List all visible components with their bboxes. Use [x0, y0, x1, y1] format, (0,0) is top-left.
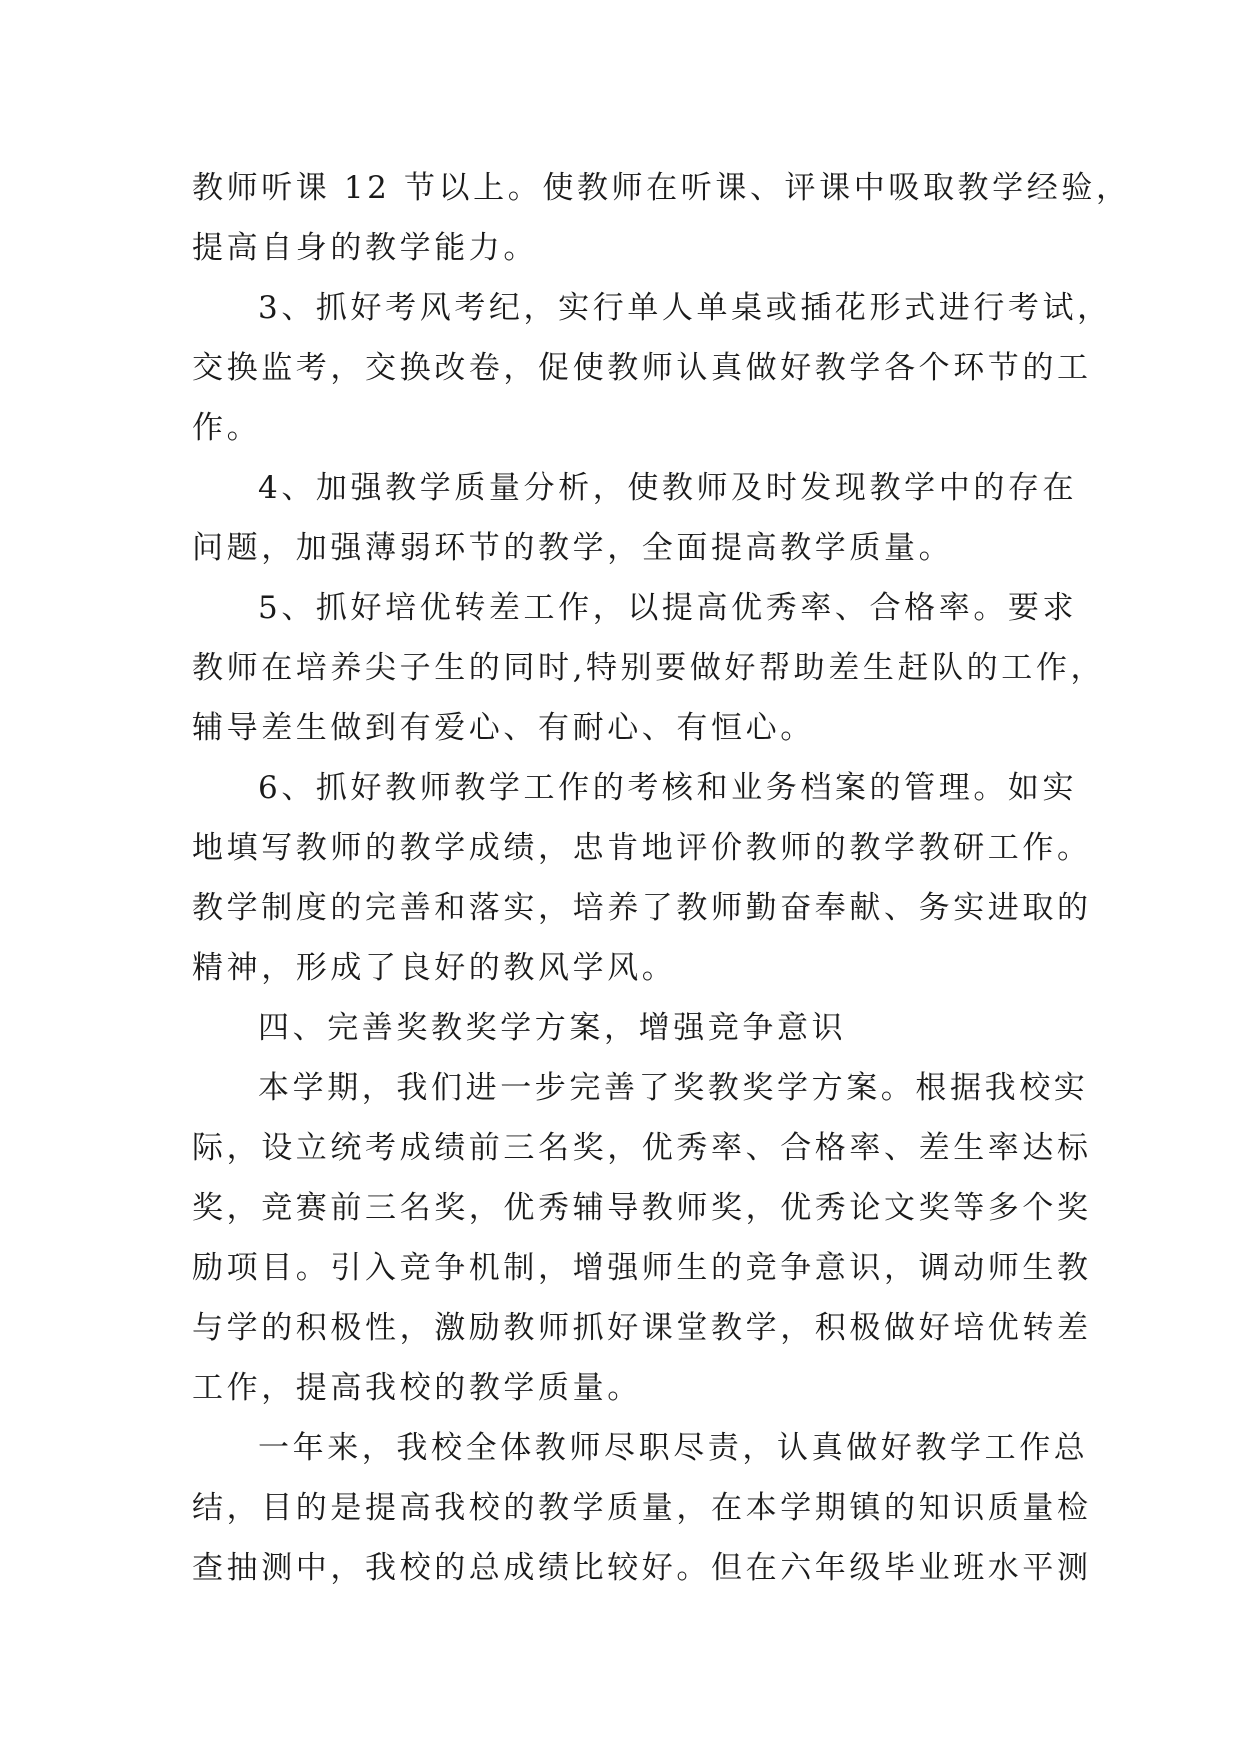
paragraph-start: 4、加强教学质量分析，使教师及时发现教学中的存在 [258, 470, 1078, 506]
text-line: 问题，加强薄弱环节的教学，全面提高教学质量。 [192, 530, 954, 566]
text-line: 教师听课 12 节以上。使教师在听课、评课中吸取教学经验， [192, 170, 1131, 206]
text-line: 查抽测中，我校的总成绩比较好。但在六年级毕业班水平测 [192, 1550, 1092, 1586]
text-line: 交换监考，交换改卷，促使教师认真做好教学各个环节的工 [192, 350, 1092, 386]
text-line: 地填写教师的教学成绩，忠肯地评价教师的教学教研工作。 [192, 830, 1092, 866]
text-line: 教师在培养尖子生的同时,特别要做好帮助差生赶队的工作， [192, 650, 1106, 686]
paragraph-start: 一年来，我校全体教师尽职尽责，认真做好教学工作总 [258, 1430, 1089, 1466]
paragraph-start: 5、抓好培优转差工作，以提高优秀率、合格率。要求 [258, 590, 1078, 626]
paragraph-start: 6、抓好教师教学工作的考核和业务档案的管理。如实 [258, 770, 1078, 806]
text-line: 结，目的是提高我校的教学质量，在本学期镇的知识质量检 [192, 1490, 1092, 1526]
text-line: 精神，形成了良好的教风学风。 [192, 950, 677, 986]
section-heading: 四、完善奖教奖学方案，增强竞争意识 [258, 1010, 847, 1046]
text-line: 与学的积极性，激励教师抓好课堂教学，积极做好培优转差 [192, 1310, 1092, 1346]
text-line: 辅导差生做到有爱心、有耐心、有恒心。 [192, 710, 815, 746]
paragraph-start: 本学期，我们进一步完善了奖教奖学方案。根据我校实 [258, 1070, 1089, 1106]
paragraph-start: 3、抓好考风考纪，实行单人单桌或插花形式进行考试， [258, 290, 1112, 326]
text-line: 奖，竞赛前三名奖，优秀辅导教师奖，优秀论文奖等多个奖 [192, 1190, 1092, 1226]
text-line: 教学制度的完善和落实，培养了教师勤奋奉献、务实进取的 [192, 890, 1092, 926]
text-line: 励项目。引入竞争机制，增强师生的竞争意识，调动师生教 [192, 1250, 1092, 1286]
text-line: 提高自身的教学能力。 [192, 230, 538, 266]
text-line: 际，设立统考成绩前三名奖，优秀率、合格率、差生率达标 [192, 1130, 1092, 1166]
text-line: 工作，提高我校的教学质量。 [192, 1370, 642, 1406]
text-line: 作。 [192, 410, 262, 446]
